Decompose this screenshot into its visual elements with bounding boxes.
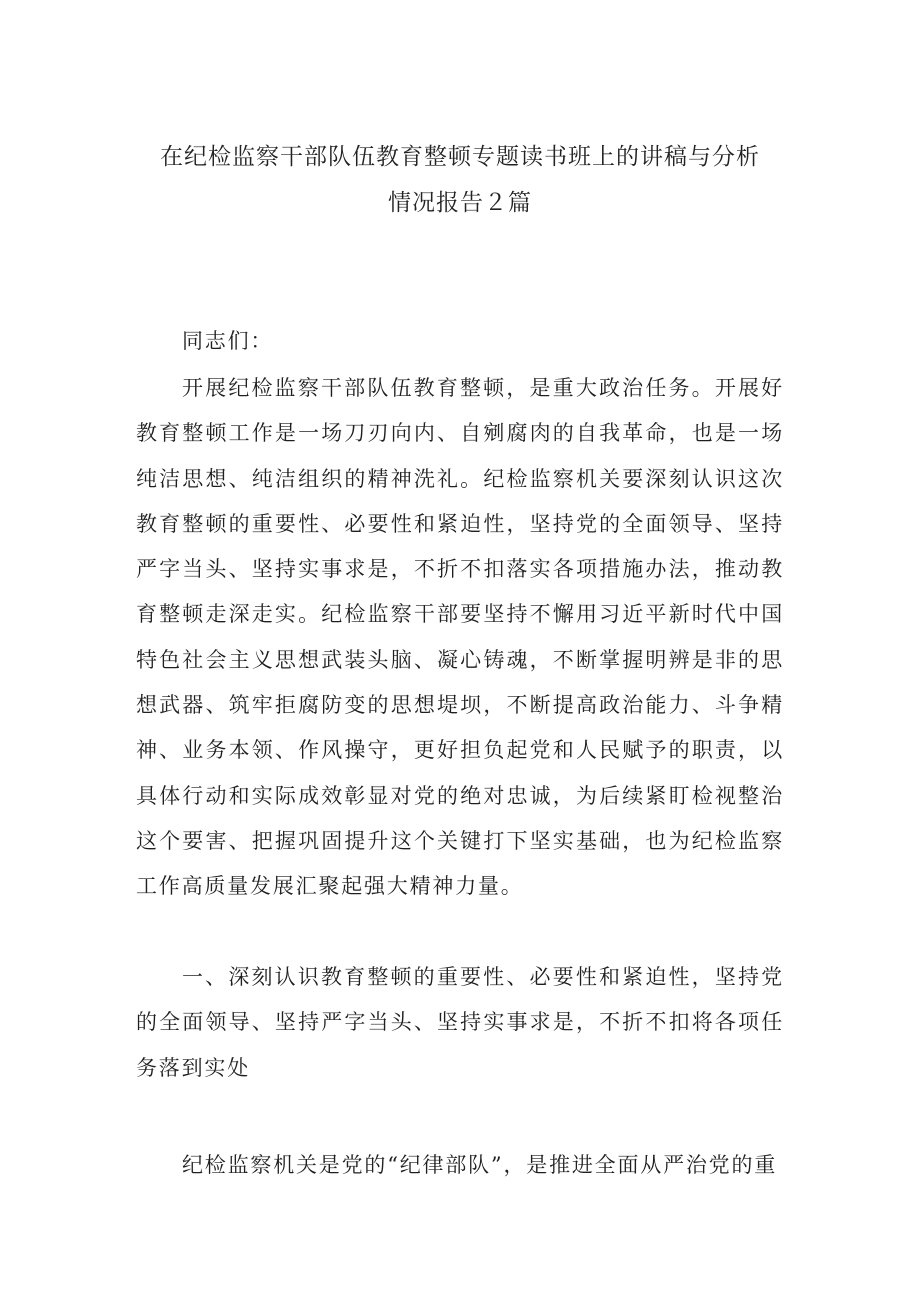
document-title-line-1: 在纪检监察干部队伍教育整顿专题读书班上的讲稿与分析: [160, 144, 760, 170]
section-heading-1: 一、深刻认识教育整顿的重要性、必要性和紧迫性，坚持党的全面领导、坚持严字当头、坚持实事求是，不折不扣将各项任务落到实处: [136, 965, 784, 1080]
body-paragraph-2: 纪检监察机关是党的“纪律部队”，是推进全面从严治党的重: [182, 1153, 778, 1177]
body-paragraph-1: 开展纪检监察干部队伍教育整顿，是重大政治任务。开展好教育整顿工作是一场刀刃向内、自剜腐肉的自我革命，也是一场纯洁思想、纯洁组织的精神洗礼。纪检监察机关要深刻认识这次教育整顿的重要性、必要性和紧迫性，坚持党的全面领导、坚持严字当头、坚持实事求是，不折不扣落实各项措施办法，推动教育整顿走深走实。纪检监察干部要坚持不懈用习近平新时代中国特色社会主义思想武装头脑、凝心铸魂，不断掌握明辨是非的思想武器、筑牢拒腐防变的思想堤坝，不断提高政治能力、斗争精神、业务本领、作风操守，更好担负起党和人民赋予的职责，以具体行动和实际成效彰显对党的绝对忠诚，为后续紧盯检视整治这个要害、把握巩固提升这个关键打下坚实基础，也为纪检监察工作高质量发展汇聚起强大精神力量。: [136, 376, 784, 899]
greeting: 同志们：: [182, 329, 274, 353]
document-title-line-2: 情况报告２篇: [388, 190, 532, 216]
